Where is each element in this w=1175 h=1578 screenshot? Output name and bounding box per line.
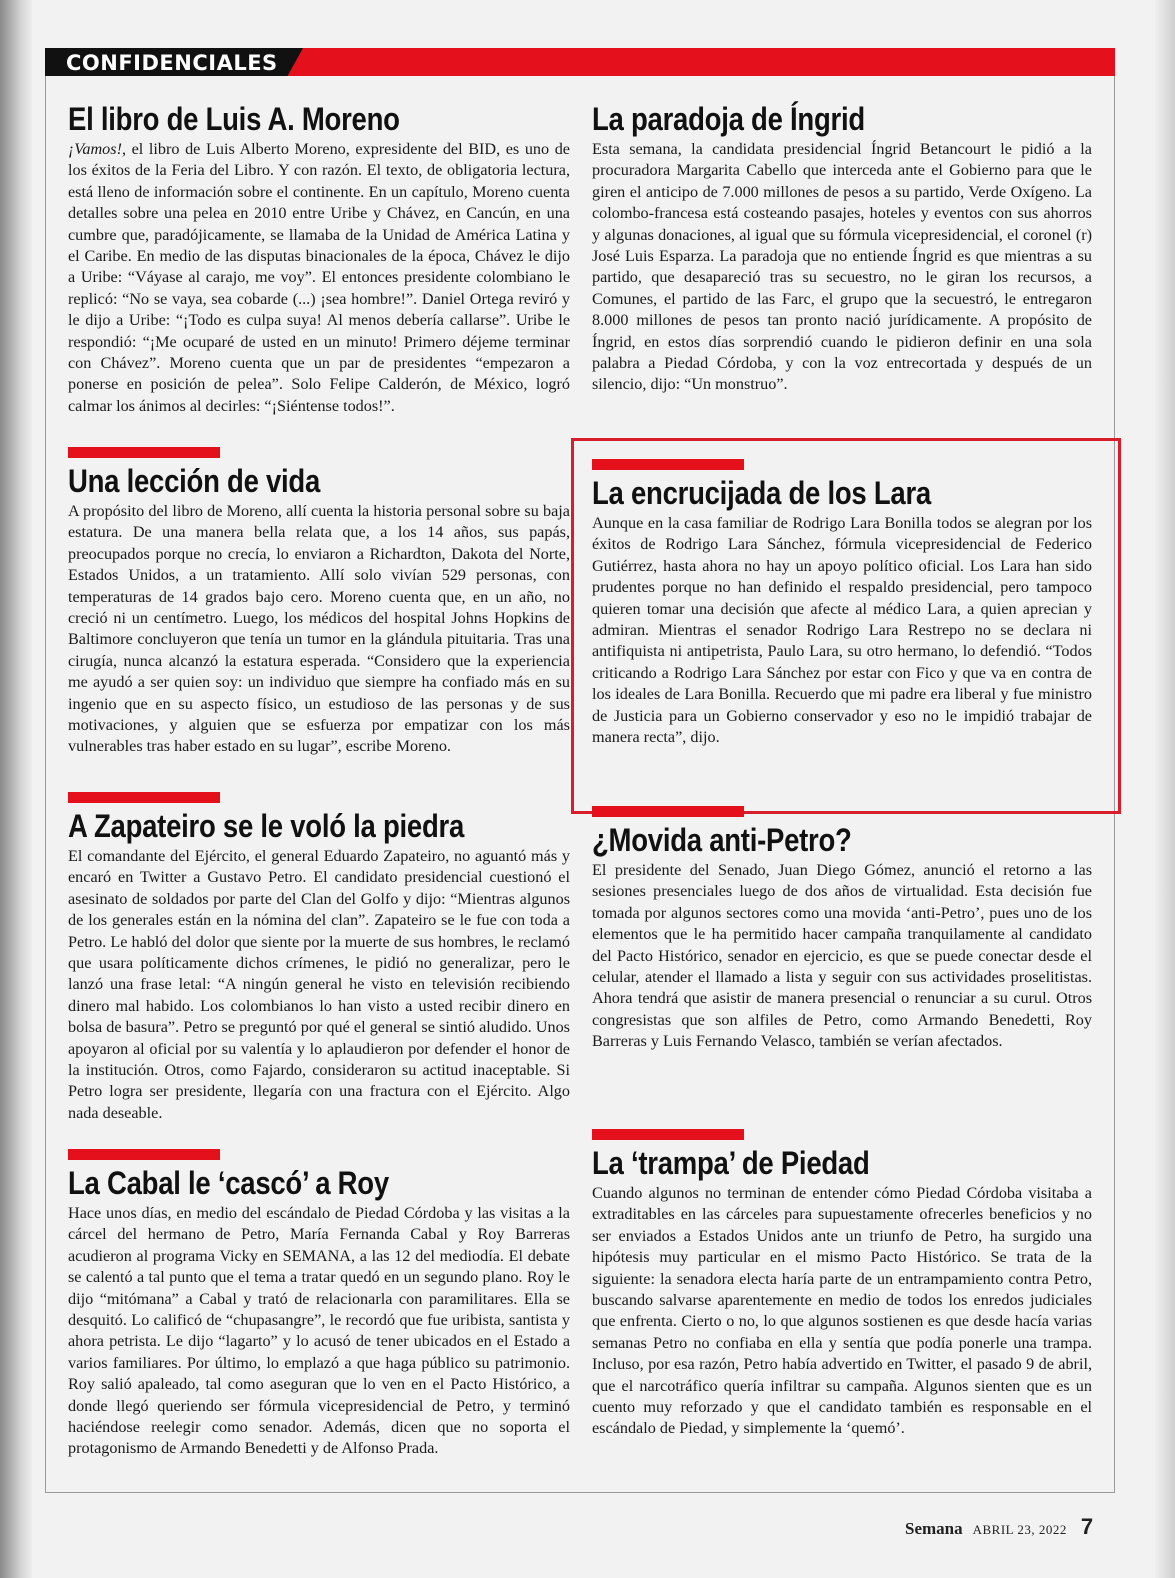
- headline-red-bar: [592, 1129, 744, 1140]
- article-body: [68, 139, 570, 417]
- article-headline: La Cabal le ‘cascó’ a Roy: [68, 1165, 389, 1201]
- section-title: CONFIDENCIALES: [66, 51, 278, 75]
- issue-date: ABRIL 23, 2022: [972, 1522, 1067, 1537]
- headline-red-bar: [592, 459, 744, 470]
- headline-red-bar: [68, 792, 220, 803]
- article-movida-anti-petro: [592, 806, 1092, 1053]
- page-footer: [905, 1514, 1093, 1540]
- headline-red-bar: [68, 1149, 220, 1160]
- article-body: El presidente del Senado, Juan Diego Gómez, anunció el retorno a las sesiones presenciales luego de dos años de virtualidad. Esta decisión fue tomada por algunos sectores como una movida ‘anti-Petro’, pues uno de los elementos que le ha permitido hacer campaña tranquilamente al candidato del Pacto Histórico, senador en ejercicio, es que se puede conectar desde el celular, atender el llamado a lista y seguir con sus actividades proselitistas. Ahora tendrá que asistir de manera presencial o renunciar a su curul. Otros congresistas que son alfiles de Petro, como Armando Benedetti, Roy Barreras y Luis Fernando Velasco, también se verían afectados.: [592, 861, 1092, 1051]
- magazine-name: Semana: [905, 1519, 963, 1538]
- article-body: El comandante del Ejército, el general Eduardo Zapateiro, no aguantó más y encaró en Twitter a Gustavo Petro. El candidato presidencial cuestionó el asesinato de soldados por parte del Clan del Golfo y dijo: “Mientras algunos de los generales están en la nómina del clan”. Zapateiro se le fue con toda a Petro. Le habló del dolor que siente por la muerte de sus hombres, le reclamó que usara políticamente dichos crímenes, le pidió no generalizar, pero le lanzó una frase letal: “A ningún general he visto en televisión recibiendo dinero mal habido. Los colombianos lo han visto a usted recibir dinero en bolsa de basura”. Petro se preguntó por qué el general se sintió aludido. Unos apoyaron al oficial por su valentía y lo aplaudieron por defender el honor de la institución. Otros, como Fajardo, consideraron su actitud inaceptable. Si Petro logra ser presidente, llegaría con una fractura con el Ejército. Algo nada deseable.: [68, 847, 570, 1122]
- article-headline: La encrucijada de los Lara: [592, 475, 931, 511]
- article-body: Hace unos días, en medio del escándalo de Piedad Córdoba y las visitas a la cárcel del hermano de Petro, María Fernanda Cabal y Roy Barreras acudieron al programa Vicky en SEMANA, a las 12 del mediodía. El debate se calentó a tal punto que el tema a tratar quedó en un segundo plano. Roy le dijo “mitómana” a Cabal y trató de relacionarla con paramilitares. Ella se desquitó. Lo calificó de “chupasangre”, le recordó que fue uribista, santista y ahora petrista. Le dijo “lagarto” y lo acusó de tener ubicados en el Estado a varios familiares. Por último, lo emplazó a que haga público su patrimonio. Roy salió apaleado, tal como aseguran que lo ven en el Pacto Histórico, a donde llegó queriendo ser fórmula vicepresidencial de Petro, y terminó haciéndose reelegir como senador. Además, dicen que no soporta el protagonismo de Armando Benedetti y de Alfonso Prada.: [68, 1204, 570, 1458]
- article-body: Aunque en la casa familiar de Rodrigo Lara Bonilla todos se alegran por los éxitos de Rodrigo Lara Sánchez, fórmula vicepresidencial de Federico Gutiérrez, hasta ahora no hay un apoyo político oficial. Los Lara han sido prudentes porque no han definido el respaldo presidencial, pero tampoco quieren tomar una decisión que afecte al médico Lara, a quien aprecian y admiran. Mientras el senador Rodrigo Lara Restrepo no se declara ni antifiquista ni antipetrista, Paulo Lara, su otro hermano, lo defendió. “Todos criticando a Rodrigo Lara Sánchez por estar con Fico y que va en contra de los ideales de Lara Bonilla. Recuerdo que mi padre era liberal y fue ministro de Justicia para un Gobierno conservador y eso no le impidió trabajar de manera recta”, dijo.: [592, 514, 1092, 747]
- article-leccion-vida: [68, 447, 570, 758]
- article-headline: El libro de Luis A. Moreno: [68, 101, 400, 137]
- page-gutter-shadow: [0, 0, 32, 1578]
- article-paradoja-ingrid: [592, 100, 1092, 396]
- article-encrucijada-lara: [592, 459, 1092, 748]
- article-body: Esta semana, la candidata presidencial Íngrid Betancourt le pidió a la procuradora Margarita Cabello que interceda ante el Gobierno para que le giren el anticipo de 7.000 millones de pesos a su partido, Verde Oxígeno. La colombo-francesa está costeando pasajes, hoteles y eventos con sus ahorros y algunas donaciones, al igual que su fórmula vicepresidencial, el coronel (r) José Luis Esparza. La paradoja que no entiende Íngrid es que mientras a su partido, que desapareció tras su secuestro, no le giran los recursos, a Comunes, el partido de las Farc, el grupo que la secuestró, le entregaron 8.000 millones de pesos tan pronto nació jurídicamente. A propósito de Íngrid, en estos días sorprendió cuando le pidieron definir en una sola palabra a Piedad Córdoba, y con la voz entrecortada y después de un silencio, dijo: “Un monstruo”.: [592, 140, 1092, 394]
- article-body: A propósito del libro de Moreno, allí cuenta la historia personal sobre su baja estatura. De una manera bella relata que, a los 14 años, sus papás, preocupados porque no crecía, lo enviaron a Richardton, Dakota del Norte, Estados Unidos, a un tratamiento. Allí solo vivían 529 personas, con temperaturas de 14 grados bajo cero. Moreno cuenta que, en un año, no creció ni un centímetro. Luego, los médicos del hospital Johns Hopkins de Baltimore concluyeron que tenía un tumor en la glándula pituitaria. Tras una cirugía, nunca alcanzó la estatura esperada. “Considero que la experiencia me ayudó a ser quien soy: un individuo que siempre ha confiado más en su ingenio que en su aspecto físico, un estudioso de las personas y de sus motivaciones, y alguien que se esfuerza por empatizar con los más vulnerables tras haber estado en su lugar”, escribe Moreno.: [68, 502, 570, 756]
- article-trampa-piedad: [592, 1129, 1092, 1440]
- article-zapateiro: [68, 792, 570, 1124]
- article-cabal-roy: [68, 1149, 570, 1460]
- article-headline: La ‘trampa’ de Piedad: [592, 1145, 870, 1181]
- article-headline: A Zapateiro se le voló la piedra: [68, 808, 465, 844]
- article-headline: Una lección de vida: [68, 463, 321, 499]
- article-body: Cuando algunos no terminan de entender cómo Piedad Córdoba visitaba a extraditables en las cárceles para supuestamente ofrecerles beneficios y no ser enviados a Estados Unidos ante un triunfo de Petro, ha surgido una hipótesis muy particular en el mismo Pacto Histórico. Se trata de la siguiente: la senadora electa haría parte de un entrampamiento contra Petro, buscando salvarse aparentemente en medio de todos los enredos judiciales que enfrenta. Cierto o no, lo que algunos sostienen es que desde hacía varias semanas Petro no confiaba en ella y sentía que podía ponerle una trampa. Incluso, por esa razón, Petro había advertido en Twitter, el pasado 9 de abril, que el narcotráfico quería infiltrar su campaña. Algunos sienten que es un cuento muy reforzado y que el candidato también es responsable en el escándalo de Piedad, y simplemente la ‘quemó’.: [592, 1184, 1092, 1438]
- article-body-text: , el libro de Luis Alberto Moreno, expresidente del BID, es uno de los éxitos de la Feria del Libro. Y con razón. El texto, de obligatoria lectura, está lleno de información sobre el continente. En un capítulo, Moreno cuenta detalles sobre una pelea en 2010 entre Uribe y Chávez, en Cancún, en una cumbre que, paradójicamente, se llamaba de la Unidad de América Latina y el Caribe. En medio de las disputas binacionales de la época, Chávez le dijo a Uribe: “Váyase al carajo, me voy”. El entonces presidente colombiano le replicó: “No se vaya, sea cobarde (...) ¡sea hombre!”. Daniel Ortega reviró y le dijo a Uribe: “¡Todo es culpa suya! Al menos debería callarse”. Uribe le respondió: “¡Me ocuparé de usted en un minuto! Primero déjeme terminar con Chávez”. Moreno cuenta que un par de presidentes “empezaron a ponerse en posición de pelea”. Solo Felipe Calderón, de México, logró calmar los ánimos al decirles: “¡Siéntense todos!”.: [68, 140, 570, 415]
- page-edge-shadow: [1155, 0, 1175, 1578]
- article-libro-moreno: [68, 100, 570, 417]
- page-number: 7: [1080, 1514, 1094, 1539]
- headline-red-bar: [592, 806, 744, 817]
- article-lead: ¡Vamos!: [68, 140, 122, 158]
- headline-red-bar: [68, 447, 220, 458]
- article-headline: La paradoja de Íngrid: [592, 101, 865, 137]
- article-headline: ¿Movida anti-Petro?: [592, 822, 852, 858]
